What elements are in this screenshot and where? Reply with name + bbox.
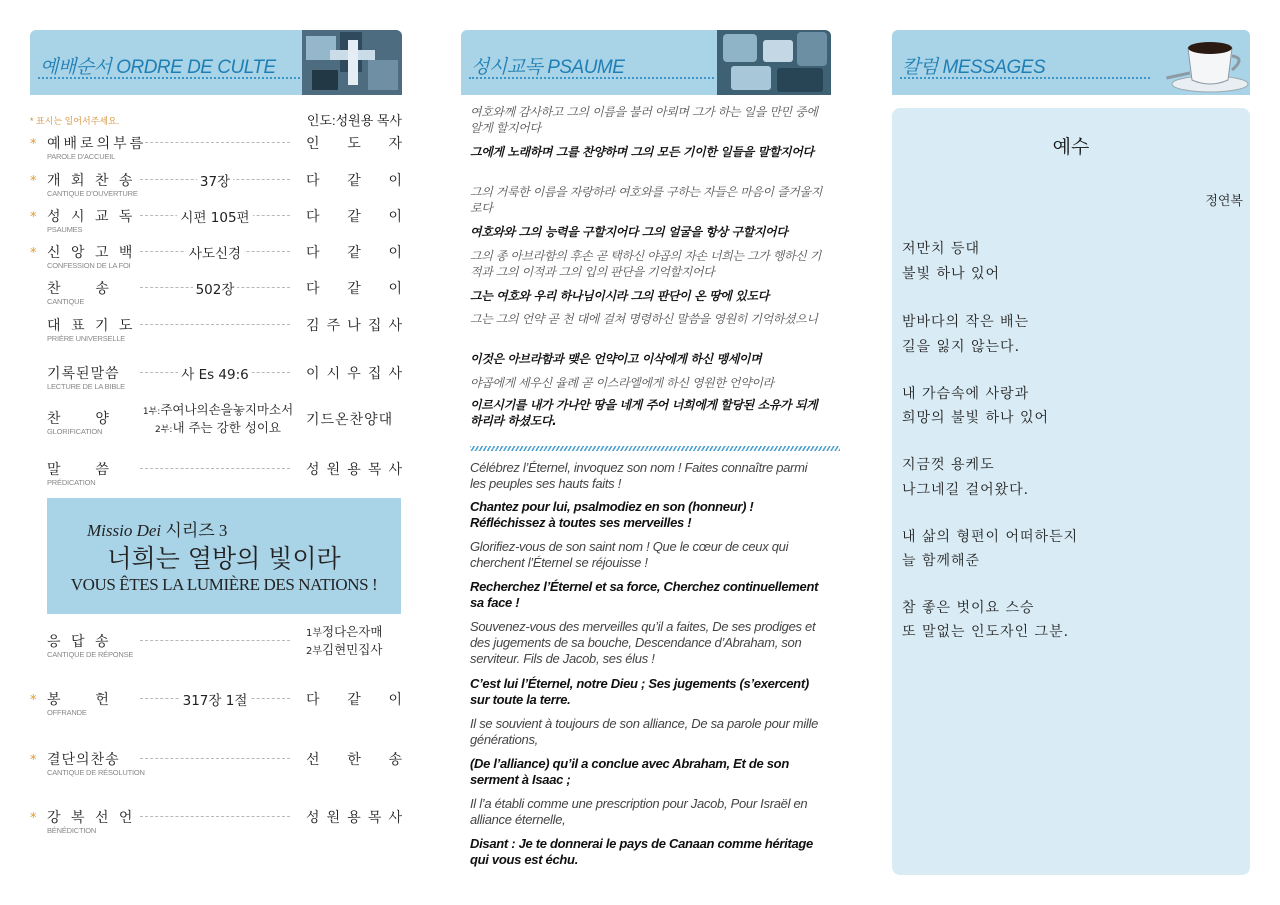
item-title: 예배로의부름 [47,136,147,152]
series-number: 시리즈 3 [161,521,228,540]
item-detail: 317장 1절 [180,693,251,709]
item-subtitle: PRÉDICATION [47,478,96,487]
person-text: 김현민집사 [322,642,383,657]
standing-mark: * [30,137,37,152]
order-item [30,459,402,493]
psalm-fr-congregation: Recherchez l’Éternel et sa force, Cherchez continuellement sa face ! [470,579,819,610]
order-item [30,807,402,841]
item-detail-two-line [133,402,303,438]
item-subtitle: PSAUMES [47,225,83,234]
item-subtitle: PRIÈRE UNIVERSELLE [47,334,126,343]
detail-text: 내 주는 강한 성이요 [172,420,281,435]
psalm-ko-congregation: 그는 여호와 우리 하나님이시라 그의 판단이 온 땅에 있도다 [470,289,769,303]
detail-line-2 [133,420,303,438]
psalm-ko-congregation: 여호와와 그의 능력을 구할지어다 그의 얼굴을 항상 구할지어다 [470,225,788,239]
order-item [30,170,402,204]
item-title: 찬 양 [47,411,112,427]
header-dotted-rule [469,77,714,79]
item-person: 기드온찬양대 [306,412,394,428]
poem-line: 나그네길 걸어왔다. [902,482,1030,498]
item-title: 결단의찬송 [47,752,120,768]
header-dotted-rule [900,77,1150,79]
dashed-leader [140,758,290,759]
standing-mark: * [30,693,37,708]
psalm-fr-leader: Il l’a établi comme une prescription pour Jacob, Pour Israël en alliance éternelle, [470,796,808,827]
item-detail: 502장 [193,282,238,298]
poem-line: 지금껏 용케도 [902,457,995,473]
item-subtitle: CANTIQUE [47,297,85,306]
item-title: 성 시 교 독 [47,209,136,225]
dashed-leader [140,324,290,325]
item-title: 신 앙 고 백 [47,245,136,261]
order-item [30,206,402,240]
item-detail: 사도신경 [186,246,244,262]
detail-prefix: 2부: [155,425,173,435]
detail-line-1 [133,402,303,420]
order-item [30,278,402,312]
psalm-header [461,30,831,95]
item-person: 성 원 용 목 사 [306,462,402,478]
poem-line: 참 좋은 벗이요 스승 [902,600,1035,616]
sermon-series-box [47,498,401,614]
psalm-ko-leader: 그는 그의 언약 곧 천 대에 걸쳐 명령하신 말씀을 영원히 기억하셨으니 [470,312,818,326]
item-subtitle: CANTIQUE DE RÉSOLUTION [47,768,145,777]
item-detail-wrap [140,242,290,262]
order-item [30,242,402,276]
order-item [30,689,402,723]
order-header [30,30,402,95]
order-note-row [30,110,402,130]
item-subtitle: CONFESSION DE LA FOI [47,261,131,270]
item-detail-wrap [140,206,290,226]
item-title: 대 표 기 도 [47,318,136,334]
item-person: 인 도 자 [306,136,402,152]
dashed-leader [140,640,290,641]
item-person: 김 주 나 집 사 [306,318,402,334]
dashed-leader [140,142,290,143]
psalm-fr-leader: Célébrez l’Éternel, invoquez son nom ! Faites connaître parmi les peuples ses hauts faits ! [470,460,808,491]
order-item [30,402,402,442]
crosses-photo-icon [302,30,402,95]
standing-mark: * [30,210,37,225]
psalm-fr-congregation: Chantez pour lui, psalmodiez en son (honneur) ! Réfléchissez à toutes ses merveilles ! [470,499,754,530]
series-title-fr: VOUS ÊTES LA LUMIÈRE DES NATIONS ! [70,575,378,594]
psalm-ko-leader: 여호와께 감사하고 그의 이름을 불러 아뢰며 그가 하는 일을 만민 중에 알게 할지어다 [470,105,818,135]
item-title: 말 씀 [47,462,112,478]
item-detail-wrap [140,278,290,298]
series-label [87,516,227,541]
header-dotted-rule [38,77,328,79]
item-subtitle: CANTIQUE DE RÉPONSE [47,650,134,659]
psalm-fr-congregation: C’est lui l’Éternel, notre Dieu ; Ses jugements (s’exercent) sur toute la terre. [470,676,809,707]
poem-author: 정연복 [1205,194,1243,209]
item-subtitle: CANTIQUE D'OUVERTURE [47,189,138,198]
item-detail-wrap [140,689,290,709]
item-detail: 37장 [197,174,233,190]
poem-line: 또 말없는 인도자인 그분. [902,624,1070,640]
item-title: 개 회 찬 송 [47,173,136,189]
psalm-ko-leader: 그의 종 아브라함의 후손 곧 택하신 야곱의 자손 너희는 그가 행하신 기적과 그의 이적과 그의 입의 판단을 기억할지어다 [470,249,821,279]
order-item [30,315,402,349]
poem-line: 밤바다의 작은 배는 [902,314,1030,330]
coffee-cup-icon [1160,30,1250,95]
item-title: 응 답 송 [47,634,112,650]
order-header-title: 예배순서 ORDRE DE CULTE [40,57,276,78]
hatched-divider [470,446,840,451]
item-subtitle: BÉNÉDICTION [47,826,97,835]
person-line-2 [306,642,402,660]
standing-mark: * [30,811,37,826]
psalm-ko-congregation: 이르시기를 내가 가나안 땅을 네게 주어 너희에게 할당된 소유가 되게 하리라 하셨도다. [470,398,818,428]
poem-line: 내 가슴속에 사랑과 [902,386,1030,402]
item-detail: 시편 105편 [177,210,252,226]
item-detail-wrap [140,363,290,383]
detail-text: 주여나의손을놓지마소서 [160,402,294,417]
dashed-leader [140,468,290,469]
psalm-header-title: 성시교독 PSAUME [471,57,625,78]
item-subtitle: LECTURE DE LA BIBLE [47,382,125,391]
item-person: 다 같 이 [306,209,402,225]
leader-name: 인도:성원용 목사 [306,113,402,128]
item-person: 이 시 우 집 사 [306,366,402,382]
psalm-ko-leader: 야곱에게 세우신 율례 곧 이스라엘에게 하신 영원한 언약이라 [470,376,774,390]
order-item [30,624,402,665]
messages-header-title: 칼럼 MESSAGES [902,57,1046,78]
order-item [30,133,402,167]
person-line-1 [306,624,402,642]
poem-line: 불빛 하나 있어 [902,266,1001,282]
poem-line: 희망의 불빛 하나 있어 [902,410,1050,426]
person-prefix: 2부 [306,646,323,657]
item-detail: 사 Es 49:6 [178,367,252,383]
psalm-fr-leader: Il se souvient à toujours de son alliance, De sa parole pour mille générations, [470,716,819,747]
psalm-fr-leader: Souvenez-vous des merveilles qu’il a faites, De ses prodiges et des jugements de sa bouche, Descendance d’Abraham, son serviteur. Fils de Jacob, ses élus ! [470,619,816,666]
item-person: 성 원 용 목 사 [306,810,402,826]
item-subtitle: GLORIFICATION [47,427,103,436]
item-person: 다 같 이 [306,173,402,189]
psalm-fr-congregation: (De l’alliance) qu’il a conclue avec Abraham, Et de son serment à Isaac ; [470,756,789,787]
item-person: 선 한 송 [306,752,402,768]
poem-line: 늘 함께해준 [902,553,981,569]
item-detail-wrap [140,170,290,190]
messages-header [892,30,1250,95]
item-person-two-line [306,624,402,660]
item-subtitle: PAROLE D'ACCUEIL [47,152,116,161]
series-italic: Missio Dei [87,521,162,540]
psalm-ko-congregation: 그에게 노래하며 그를 찬양하며 그의 모든 기이한 일들을 말할지어다 [470,145,814,159]
standing-note: * 표시는 일어서주세요. [30,116,120,126]
item-subtitle: OFFRANDE [47,708,87,717]
psalm-fr-congregation: Disant : Je te donnerai le pays de Canaan comme héritage qui vous est échu. [470,836,813,867]
psalm-ko-leader: 그의 거룩한 이름을 자랑하라 여호와를 구하는 자들은 마음이 즐거울지로다 [470,185,822,215]
item-person: 다 같 이 [306,281,402,297]
item-person: 다 같 이 [306,692,402,708]
item-title: 기록된말씀 [47,366,120,382]
item-title: 강 복 선 언 [47,810,136,826]
person-text: 정다은자매 [322,624,383,639]
bible-photo-icon [717,30,831,95]
psalm-ko-congregation: 이것은 아브라함과 맺은 언약이고 이삭에게 하신 맹세이며 [470,352,762,366]
detail-prefix: 1부: [142,407,161,417]
poem-line: 저만치 등대 [902,241,981,257]
item-title: 봉 헌 [47,692,112,708]
order-item [30,749,402,783]
poem-line: 길을 잃지 않는다. [902,339,1021,355]
standing-mark: * [30,753,37,768]
person-prefix: 1부 [306,628,323,639]
item-title: 찬 송 [47,281,112,297]
order-item [30,363,402,397]
dashed-leader [140,816,290,817]
standing-mark: * [30,174,37,189]
item-person: 다 같 이 [306,245,402,261]
series-title-ko: 너희는 열방의 빛이라 [107,544,341,573]
poem-line: 내 삶의 형편이 어떠하든지 [902,529,1079,545]
standing-mark: * [30,246,37,261]
poem-title: 예수 [1052,136,1090,158]
psalm-fr-leader: Glorifiez-vous de son saint nom ! Que le cœur de ceux qui cherchent l’Éternel se réjouisse ! [470,539,789,570]
